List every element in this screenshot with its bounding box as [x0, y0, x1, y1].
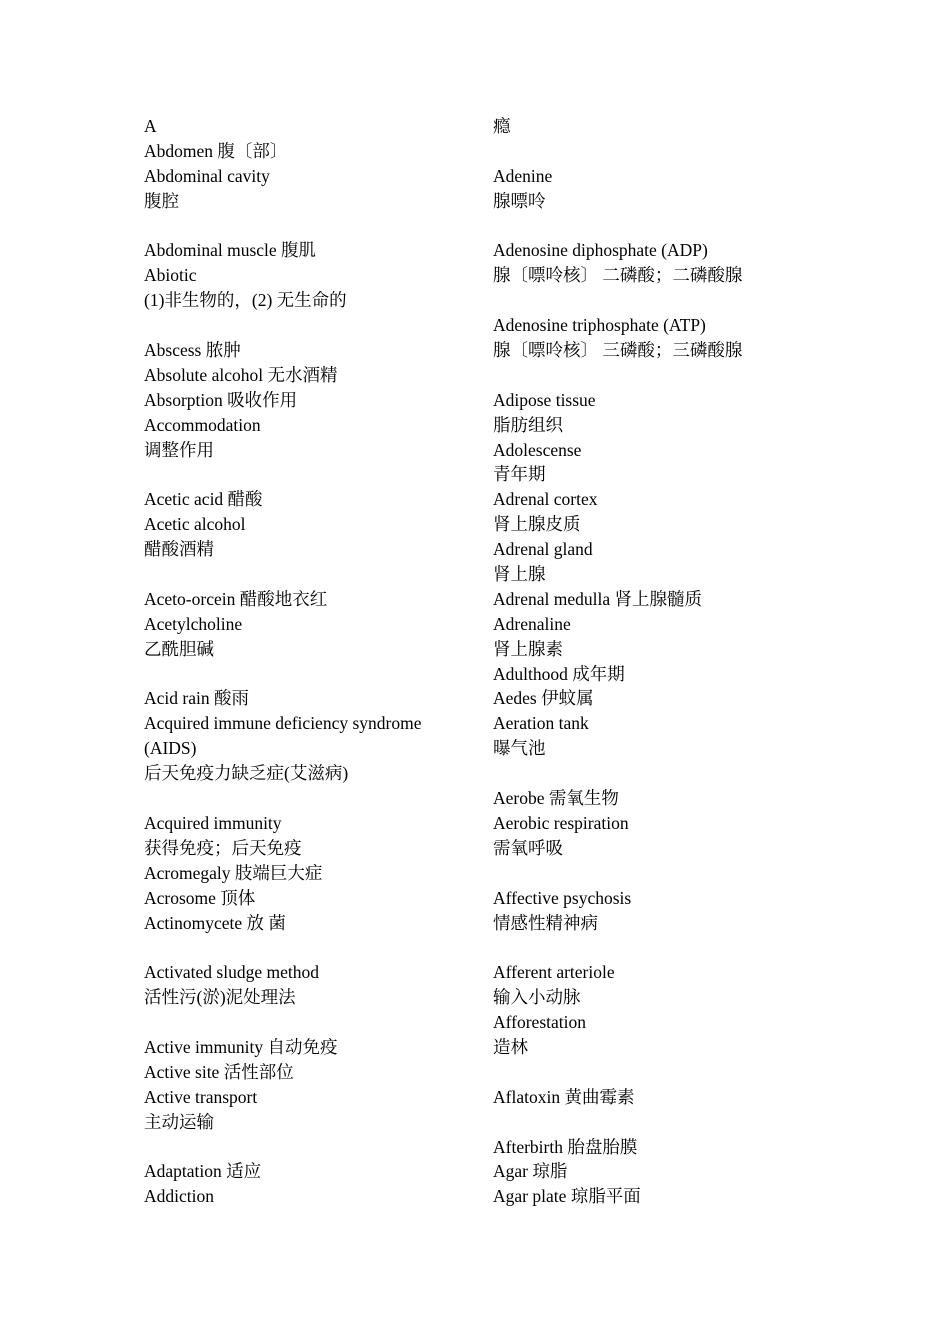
- glossary-line: Adipose tissue: [493, 389, 596, 410]
- glossary-line: 输入小动脉: [493, 987, 581, 1008]
- glossary-line: 调整作用: [144, 439, 214, 460]
- glossary-line: 青年期: [493, 464, 546, 485]
- glossary-line: Adrenal gland: [493, 539, 593, 560]
- glossary-line: Afforestation: [493, 1012, 586, 1033]
- glossary-line: [144, 935, 464, 960]
- glossary-line: [493, 935, 813, 960]
- glossary-line: 活性污(淤)泥处理法: [144, 987, 296, 1008]
- glossary-line: (1)非生物的，(2) 无生命的: [144, 290, 347, 311]
- glossary-line: [493, 214, 813, 239]
- glossary-line: Aceto-orcein 醋酸地衣红: [144, 588, 328, 609]
- glossary-line: Adulthood 成年期: [493, 663, 625, 684]
- glossary-line: Acetic alcohol: [144, 514, 246, 535]
- glossary-line: [493, 761, 813, 786]
- glossary-line: Active immunity 自动免疫: [144, 1036, 338, 1057]
- glossary-line: Aedes 伊蚊属: [493, 688, 594, 709]
- glossary-line: 造林: [493, 1036, 528, 1057]
- glossary-line: 瘾: [493, 116, 511, 136]
- glossary-line: Actinomycete 放 菌: [144, 912, 286, 933]
- glossary-line: Acquired immunity: [144, 812, 282, 833]
- glossary-line: 腹腔: [144, 190, 179, 211]
- glossary-line: Agar 琼脂: [493, 1161, 568, 1182]
- glossary-line: 肾上腺皮质: [493, 514, 581, 535]
- glossary-line: Affective psychosis: [493, 887, 632, 908]
- glossary-line: 后天免疫力缺乏症(艾滋病): [144, 763, 349, 784]
- glossary-line: [144, 1010, 464, 1035]
- glossary-line: 腺〔嘌呤核〕 三磷酸；三磷酸腺: [493, 340, 743, 361]
- glossary-line: [144, 313, 464, 338]
- glossary-line: (AIDS): [144, 738, 197, 759]
- glossary-line: Adenosine diphosphate (ADP): [493, 240, 708, 261]
- glossary-line: Abscess 脓肿: [144, 340, 241, 361]
- glossary-line: Adenine: [493, 165, 553, 186]
- glossary-line: Abdominal cavity: [144, 165, 270, 186]
- glossary-line: Abiotic: [144, 265, 197, 286]
- glossary-line: Adrenaline: [493, 613, 571, 634]
- glossary-line: Aerobic respiration: [493, 812, 629, 833]
- glossary-line: Absorption 吸收作用: [144, 389, 298, 410]
- glossary-line: 脂肪组织: [493, 414, 563, 435]
- glossary-line: Adrenal cortex: [493, 489, 598, 510]
- glossary-line: 腺〔嘌呤核〕 二磷酸；二磷酸腺: [493, 265, 743, 286]
- glossary-line: 曝气池: [493, 738, 546, 759]
- glossary-line: [493, 363, 813, 388]
- glossary-line: Adrenal medulla 肾上腺髓质: [493, 588, 702, 609]
- glossary-line: 需氧呼吸: [493, 837, 563, 858]
- glossary-line: Acid rain 酸雨: [144, 688, 249, 709]
- glossary-line: 腺嘌呤: [493, 190, 546, 211]
- glossary-column-right: [493, 114, 813, 1209]
- glossary-line: [144, 662, 464, 687]
- glossary-line: Aerobe 需氧生物: [493, 788, 619, 809]
- glossary-line: Acromegaly 肢端巨大症: [144, 862, 323, 883]
- glossary-line: Afferent arteriole: [493, 962, 615, 983]
- glossary-column-left: [144, 114, 464, 1209]
- glossary-line: A: [144, 116, 157, 136]
- glossary-line: Acetic acid 醋酸: [144, 489, 263, 510]
- glossary-line: Active site 活性部位: [144, 1061, 294, 1082]
- glossary-line: [493, 1060, 813, 1085]
- glossary-line: [144, 462, 464, 487]
- glossary-line: Acetylcholine: [144, 613, 243, 634]
- glossary-line: Activated sludge method: [144, 962, 319, 983]
- glossary-line: Acrosome 顶体: [144, 887, 256, 908]
- glossary-line: Aeration tank: [493, 713, 589, 734]
- glossary-line: [493, 861, 813, 886]
- glossary-line: Adaptation 适应: [144, 1161, 262, 1182]
- glossary-line: 获得免疫；后天免疫: [144, 837, 302, 858]
- glossary-line: [493, 288, 813, 313]
- glossary-line: Adolescense: [493, 439, 582, 460]
- glossary-line: Accommodation: [144, 414, 261, 435]
- glossary-line: [144, 1135, 464, 1160]
- glossary-line: Acquired immune deficiency syndrome: [144, 713, 422, 734]
- glossary-line: Aflatoxin 黄曲霉素: [493, 1086, 635, 1107]
- glossary-line: Adenosine triphosphate (ATP): [493, 315, 706, 336]
- glossary-line: 主动运输: [144, 1111, 214, 1132]
- glossary-line: [144, 562, 464, 587]
- glossary-line: 情感性精神病: [493, 912, 598, 933]
- glossary-line: Absolute alcohol 无水酒精: [144, 364, 338, 385]
- glossary-line: 乙酰胆碱: [144, 638, 214, 659]
- glossary-line: [493, 139, 813, 164]
- glossary-line: 肾上腺素: [493, 638, 563, 659]
- glossary-line: Abdomen 腹〔部〕: [144, 140, 288, 161]
- glossary-line: Abdominal muscle 腹肌: [144, 240, 317, 261]
- glossary-line: Addiction: [144, 1186, 214, 1207]
- glossary-line: [144, 214, 464, 239]
- glossary-line: [493, 1110, 813, 1135]
- glossary-line: Active transport: [144, 1086, 258, 1107]
- glossary-line: Agar plate 琼脂平面: [493, 1186, 641, 1207]
- glossary-line: 肾上腺: [493, 564, 546, 585]
- glossary-line: 醋酸酒精: [144, 539, 214, 560]
- glossary-line: Afterbirth 胎盘胎膜: [493, 1136, 638, 1157]
- glossary-line: [144, 786, 464, 811]
